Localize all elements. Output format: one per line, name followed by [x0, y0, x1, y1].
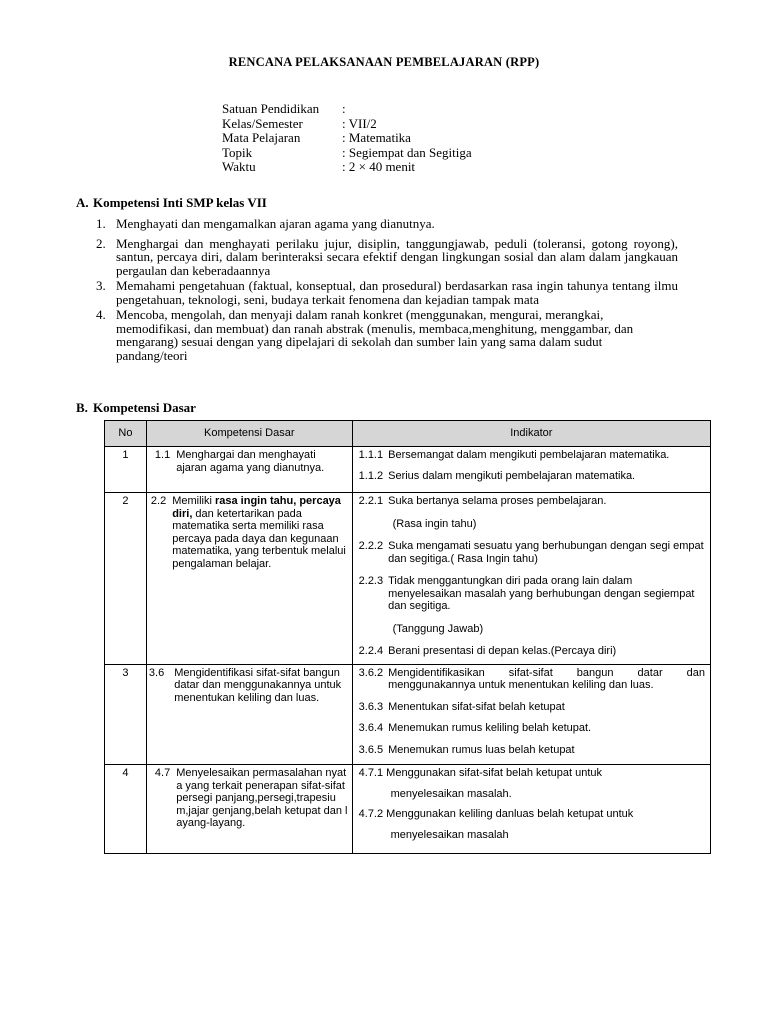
meta-row-waktu — [222, 160, 472, 175]
table-row — [105, 493, 711, 665]
kd-text: Menghargai dan menghayati ajaran agama yang dianutnya. — [176, 449, 325, 474]
meta-value: : 2 × 40 menit — [342, 159, 416, 174]
indicator-number: 2.2.2 — [358, 540, 384, 552]
kd-number: 4.7 — [154, 767, 171, 779]
meta-row-satuan-pendidikan — [222, 102, 472, 117]
kd-text: Menyelesaikan permasalahan nyata yang terkait penerapan sifat-sifat persegi panjang,persegi,trapesium,jajar genjang,belah ketupat dan layang-layang. — [176, 767, 348, 829]
indicator-item — [359, 767, 705, 780]
indicator-text: Berani presentasi di depan kelas.(Percaya diri) — [388, 645, 617, 657]
list-item-number: 3. — [96, 278, 106, 293]
section-title: Kompetensi Inti SMP kelas VII — [93, 195, 267, 210]
column-header-indikator: Indikator — [352, 421, 710, 447]
indicator-text: Menemukan rumus keliling belah ketupat. — [388, 722, 592, 734]
meta-row-topik — [222, 146, 472, 161]
kd-number: 2.2 — [150, 495, 167, 507]
kd-text — [172, 495, 347, 570]
column-header-kompetensi-dasar: Kompetensi Dasar — [146, 421, 352, 447]
indicator-number: 2.2.4 — [358, 645, 384, 657]
indicator-text: Tidak menggantungkan diri pada orang lain dalam menyelesaikan masalah yang berhubungan dengan segiempat dan segitiga. — [388, 575, 695, 612]
row-number: 2 — [105, 493, 147, 665]
column-header-no: No — [105, 421, 147, 447]
row-number: 4 — [105, 765, 147, 854]
kompetensi-dasar-table — [104, 420, 711, 854]
indicator-item — [359, 575, 705, 613]
indicator-item — [359, 808, 705, 821]
indicator-number: 3.6.2 — [358, 666, 384, 679]
indicator-item — [359, 645, 705, 658]
indicator-number: 2.2.3 — [358, 575, 384, 587]
indicator-item — [359, 495, 705, 508]
indicator-text: Suka bertanya selama proses pembelajaran. — [388, 495, 607, 507]
list-item-number: 2. — [96, 235, 106, 251]
document-title: RENCANA PELAKSANAAN PEMBELAJARAN (RPP) — [228, 55, 540, 69]
row-number: 3 — [105, 664, 147, 765]
list-item-text: Menghargai dan menghayati perilaku jujur, disiplin, tanggungjawab, peduli (toleransi, gotong royong), santun, percaya diri, dalam berinteraksi secara efektif dengan lingkungan sosial dan alam dalam jangkauan pergaulan dan keberadaannya — [116, 235, 678, 278]
kd-text-bold: rasa ingin tahu, percaya diri, — [172, 495, 341, 520]
kompetensi-inti-list — [96, 217, 678, 362]
indicator-text: Menggunakan keliling danluas belah ketupat untuk — [386, 808, 634, 820]
indicator-text: Serius dalam mengikuti pembelajaran matematika. — [388, 469, 636, 482]
indicator-note: (Rasa ingin tahu) — [392, 517, 477, 530]
indicator-number: 4.7.1 — [358, 767, 384, 779]
indicator-text: Menentukan sifat-sifat belah ketupat — [388, 700, 565, 713]
indicator-continuation: menyelesaikan masalah. — [390, 787, 512, 800]
table-row — [105, 447, 711, 493]
indicator-item — [359, 701, 705, 714]
indicator-item — [359, 540, 705, 565]
indicator-note: (Tanggung Jawab) — [392, 622, 484, 635]
kd-number: 1.1 — [154, 449, 171, 461]
kd-cell — [146, 493, 352, 665]
meta-label: Waktu — [222, 159, 256, 174]
table-row — [105, 765, 711, 854]
list-item-text: Menghayati dan mengamalkan ajaran agama yang dianutnya. — [116, 216, 435, 231]
indicator-number: 3.6.5 — [358, 743, 384, 756]
kd-cell — [146, 765, 352, 854]
section-letter: B. — [76, 400, 88, 415]
list-item — [96, 279, 678, 306]
list-item-number: 1. — [96, 216, 106, 231]
indicator-number: 2.2.1 — [358, 495, 384, 507]
indicator-text: Bersemangat dalam mengikuti pembelajaran matematika. — [388, 449, 670, 461]
kd-text-pre: Memiliki — [172, 495, 215, 507]
meta-label: Satuan Pendidikan — [222, 101, 320, 116]
list-item-text: Mencoba, mengolah, dan menyaji dalam ranah konkret (menggunakan, mengurai, merangkai, memodifikasi, dan membuat) dan ranah abstrak (menulis, membaca,menghitung, menggambar, dan mengarang) sesuai dengan yang dipelajari di sekolah dan sumber lain yang sama dalam sudut pandang/teori — [116, 307, 634, 363]
section-title: Kompetensi Dasar — [93, 400, 196, 415]
indicator-text: Suka mengamati sesuatu yang berhubungan dengan segi empat dan segitiga.( Rasa Ingin tahu) — [388, 540, 704, 565]
indicator-item — [359, 744, 705, 757]
indicator-number: 3.6.4 — [358, 722, 384, 734]
indicator-number: 4.7.2 — [358, 808, 384, 820]
section-letter: A. — [76, 195, 89, 210]
section-b-heading — [76, 400, 196, 416]
document-meta — [222, 102, 472, 175]
indicator-item — [359, 667, 705, 692]
kd-number: 3.6 — [148, 666, 165, 679]
indicator-number: 1.1.1 — [358, 449, 384, 461]
list-item — [96, 237, 678, 278]
meta-label: Mata Pelajaran — [222, 130, 301, 145]
meta-value: : Matematika — [342, 130, 411, 145]
indicator-text: Menggunakan sifat-sifat belah ketupat untuk — [386, 767, 603, 779]
meta-row-mata-pelajaran — [222, 131, 472, 146]
table-header-row — [105, 421, 711, 447]
kd-text-post: dan ketertarikan pada matematika serta memiliki rasa percaya pada daya dan kegunaan matematika, yang terbentuk melalui pengalaman belajar. — [172, 507, 346, 570]
meta-label: Kelas/Semester — [222, 115, 303, 131]
kd-text: Mengidentifikasi sifat-sifat bangun datar dan menggunakannya untuk menentukan keliling dan luas. — [174, 666, 342, 704]
indicator-number: 1.1.2 — [358, 469, 384, 482]
meta-value: : VII/2 — [342, 115, 377, 131]
indicator-item — [359, 722, 705, 735]
list-item — [96, 217, 678, 231]
table-row — [105, 664, 711, 765]
row-number: 1 — [105, 447, 147, 493]
indicator-number: 3.6.3 — [358, 700, 384, 713]
indicator-item — [359, 470, 705, 483]
kd-cell — [146, 447, 352, 493]
section-a-heading — [76, 195, 267, 211]
indikator-cell — [352, 447, 710, 493]
indikator-cell — [352, 765, 710, 854]
meta-value: : Segiempat dan Segitiga — [342, 144, 472, 160]
indicator-text: Menemukan rumus luas belah ketupat — [388, 743, 575, 756]
indikator-cell — [352, 664, 710, 765]
indikator-cell — [352, 493, 710, 665]
kd-cell — [146, 664, 352, 765]
indicator-item — [359, 449, 705, 462]
meta-row-kelas-semester — [222, 117, 472, 132]
list-item-text: Memahami pengetahuan (faktual, konseptual, dan prosedural) berdasarkan rasa ingin tahunya tentang ilmu pengetahuan, teknologi, seni, budaya terkait fenomena dan kejadian tampak mata — [116, 278, 678, 307]
list-item — [96, 308, 678, 362]
meta-value: : — [342, 101, 346, 116]
indicator-text: Mengidentifikasikan sifat-sifat bangun datar dan menggunakannya untuk menentukan keliling dan luas. — [388, 666, 705, 691]
indicator-continuation: menyelesaikan masalah — [390, 828, 509, 841]
meta-label: Topik — [222, 144, 253, 160]
list-item-number: 4. — [96, 307, 106, 322]
